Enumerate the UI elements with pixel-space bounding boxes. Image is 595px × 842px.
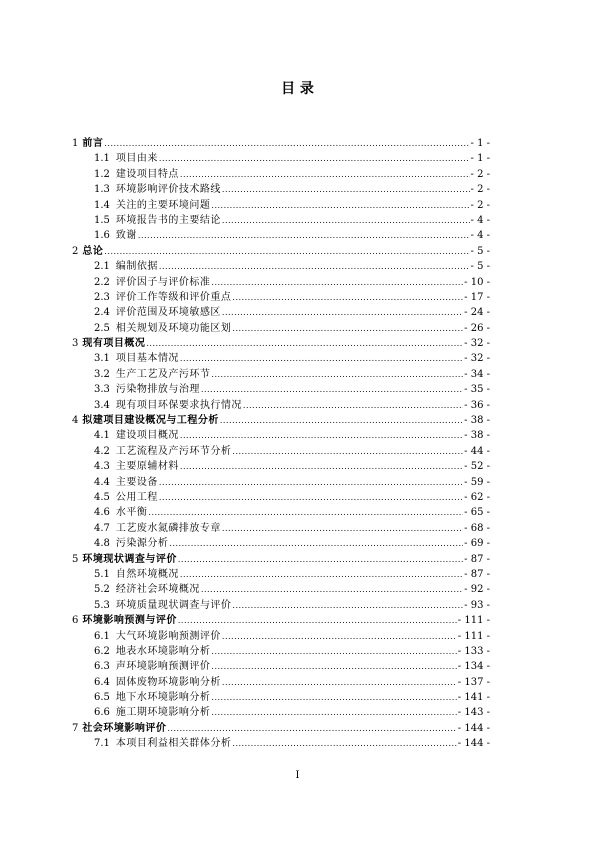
toc-entry-number: 2.1 <box>94 261 110 273</box>
table-of-contents <box>72 136 490 752</box>
toc-section-entry[interactable] <box>72 259 490 274</box>
toc-entry-title: 环境影响评价技术路线 <box>115 184 221 196</box>
toc-section-entry[interactable] <box>72 151 490 166</box>
toc-entry-page: - 137 - <box>457 676 490 688</box>
dot-leader <box>167 721 456 736</box>
dot-leader <box>138 228 470 243</box>
dot-leader <box>211 367 463 382</box>
toc-entry-page: - 44 - <box>464 445 490 457</box>
toc-section-entry[interactable] <box>72 675 490 690</box>
toc-section-entry[interactable] <box>72 690 490 705</box>
dot-leader <box>232 290 463 305</box>
toc-section-entry[interactable] <box>72 305 490 320</box>
toc-entry-number: 1.5 <box>94 214 110 226</box>
toc-entry-page: - 111 - <box>457 615 490 627</box>
toc-entry-title: 拟建项目建设概况与工程分析 <box>82 415 219 427</box>
toc-entry-title: 环境报告书的主要结论 <box>115 214 221 226</box>
toc-entry-number: 1.3 <box>94 184 110 196</box>
toc-entry-title: 建设项目概况 <box>115 430 179 442</box>
toc-entry-number: 4.4 <box>94 476 110 488</box>
dot-leader <box>211 659 456 674</box>
toc-entry-page: - 10 - <box>464 276 490 288</box>
dot-leader <box>222 182 470 197</box>
toc-entry-number: 6.1 <box>94 630 110 642</box>
toc-section-entry[interactable] <box>72 536 490 551</box>
toc-entry-title: 地表水环境影响分析 <box>115 645 211 657</box>
toc-entry-title: 社会环境影响评价 <box>82 722 167 734</box>
dot-leader <box>232 598 463 613</box>
toc-entry-page: - 59 - <box>464 476 490 488</box>
toc-entry-number: 2.2 <box>94 276 110 288</box>
toc-entry-page: - 1 - <box>470 153 490 165</box>
toc-entry-page: - 87 - <box>464 568 490 580</box>
toc-entry-number: 7.1 <box>94 738 110 750</box>
toc-entry-number: 6.3 <box>94 661 110 673</box>
toc-entry-page: - 144 - <box>457 722 490 734</box>
toc-entry-page: - 141 - <box>457 692 490 704</box>
dot-leader <box>211 275 463 290</box>
toc-entry-page: - 69 - <box>464 538 490 550</box>
toc-entry-title: 生产工艺及产污环节 <box>115 368 211 380</box>
dot-leader <box>180 428 463 443</box>
dot-leader <box>222 675 457 690</box>
toc-section-entry[interactable] <box>72 521 490 536</box>
toc-entry-title: 水平衡 <box>115 507 148 519</box>
toc-entry-page: - 38 - <box>464 415 490 427</box>
toc-entry-title: 经济社会环境概况 <box>115 584 200 596</box>
toc-entry-title: 环境质量现状调查与评价 <box>115 599 232 611</box>
toc-chapter-entry[interactable] <box>72 552 490 567</box>
dot-leader <box>180 567 463 582</box>
toc-entry-number: 1.4 <box>94 199 110 211</box>
dot-leader <box>180 351 463 366</box>
toc-entry-title: 现有项目概况 <box>82 338 146 350</box>
toc-section-entry[interactable] <box>72 459 490 474</box>
toc-entry-page: - 134 - <box>457 661 490 673</box>
toc-entry-number: 5.3 <box>94 599 110 611</box>
toc-entry-number: 2.4 <box>94 307 110 319</box>
dot-leader <box>148 505 463 520</box>
dot-leader <box>220 413 463 428</box>
toc-entry-page: - 87 - <box>464 553 490 565</box>
toc-entry-title: 致谢 <box>115 230 137 242</box>
toc-entry-number: 4.8 <box>94 538 110 550</box>
toc-entry-title: 评价因子与评价标准 <box>115 276 211 288</box>
dot-leader <box>243 398 463 413</box>
dot-leader <box>180 459 463 474</box>
toc-entry-title: 声环境影响预测评价 <box>115 661 211 673</box>
toc-entry-title: 项目基本情况 <box>115 353 179 365</box>
toc-entry-title: 相关规划及环境功能区划 <box>115 322 232 334</box>
toc-entry-number: 2 <box>72 245 79 257</box>
toc-section-entry[interactable] <box>72 367 490 382</box>
toc-entry-number: 4.1 <box>94 430 110 442</box>
dot-leader <box>178 613 457 628</box>
toc-entry-title: 公用工程 <box>115 491 158 503</box>
toc-entry-title: 工艺废水氮磷排放专章 <box>115 522 221 534</box>
toc-section-entry[interactable] <box>72 213 490 228</box>
toc-entry-number: 1.1 <box>94 153 110 165</box>
toc-entry-number: 4.6 <box>94 507 110 519</box>
toc-entry-page: - 4 - <box>470 230 490 242</box>
toc-entry-number: 5 <box>72 553 79 565</box>
toc-section-entry[interactable] <box>72 428 490 443</box>
toc-entry-number: 3.2 <box>94 368 110 380</box>
toc-chapter-entry[interactable] <box>72 413 490 428</box>
dot-leader <box>232 736 456 751</box>
toc-entry-title: 自然环境概况 <box>115 568 179 580</box>
toc-entry-page: - 93 - <box>464 599 490 611</box>
toc-entry-title: 项目由来 <box>115 153 158 165</box>
dot-leader <box>104 244 469 259</box>
toc-entry-title: 前言 <box>82 138 104 149</box>
dot-leader <box>232 444 463 459</box>
toc-entry-title: 环境现状调查与评价 <box>82 553 177 565</box>
toc-section-entry[interactable] <box>72 198 490 213</box>
dot-leader <box>222 521 463 536</box>
toc-section-entry[interactable] <box>72 351 490 366</box>
toc-entry-title: 主要原辅材料 <box>115 461 179 473</box>
toc-entry-page: - 2 - <box>470 184 490 196</box>
toc-entry-page: - 111 - <box>457 630 490 642</box>
dot-leader <box>104 136 469 151</box>
toc-entry-title: 固体废物环境影响分析 <box>115 676 221 688</box>
dot-leader <box>201 382 463 397</box>
toc-entry-title: 建设项目特点 <box>115 168 179 180</box>
toc-entry-title: 主要设备 <box>115 476 158 488</box>
toc-entry-page: - 5 - <box>470 261 490 273</box>
toc-entry-page: - 17 - <box>464 291 490 303</box>
dot-leader <box>222 629 457 644</box>
toc-entry-page: - 26 - <box>464 322 490 334</box>
toc-entry-number: 2.3 <box>94 291 110 303</box>
dot-leader <box>159 475 463 490</box>
toc-entry-number: 5.2 <box>94 584 110 596</box>
toc-entry-page: - 32 - <box>464 353 490 365</box>
toc-entry-title: 大气环境影响预测评价 <box>115 630 221 642</box>
toc-entry-number: 4 <box>72 415 79 427</box>
toc-entry-page: - 5 - <box>470 245 490 257</box>
toc-entry-page: - 144 - <box>457 738 490 750</box>
toc-section-entry[interactable] <box>72 736 490 751</box>
dot-leader <box>222 213 470 228</box>
toc-entry-page: - 2 - <box>470 199 490 211</box>
toc-section-entry[interactable] <box>72 475 490 490</box>
toc-entry-page: - 34 - <box>464 368 490 380</box>
toc-entry-title: 施工期环境影响分析 <box>115 707 211 719</box>
toc-section-entry[interactable] <box>72 598 490 613</box>
dot-leader <box>178 552 463 567</box>
toc-chapter-entry[interactable] <box>72 721 490 736</box>
toc-section-entry[interactable] <box>72 567 490 582</box>
toc-entry-number: 2.5 <box>94 322 110 334</box>
toc-entry-title: 本项目利益相关群体分析 <box>115 738 232 750</box>
toc-entry-title: 评价范围及环境敏感区 <box>115 307 221 319</box>
page-number: I <box>295 770 300 781</box>
toc-section-entry[interactable] <box>72 398 490 413</box>
toc-section-entry[interactable] <box>72 167 490 182</box>
toc-section-entry[interactable] <box>72 582 490 597</box>
toc-section-entry[interactable] <box>72 659 490 674</box>
toc-entry-page: - 1 - <box>470 138 490 149</box>
toc-entry-title: 环境影响预测与评价 <box>82 615 177 627</box>
toc-entry-page: - 38 - <box>464 430 490 442</box>
toc-entry-page: - 24 - <box>464 307 490 319</box>
toc-entry-title: 评价工作等级和评价重点 <box>115 291 232 303</box>
toc-entry-title: 地下水环境影响分析 <box>115 692 211 704</box>
toc-entry-page: - 143 - <box>457 707 490 719</box>
toc-chapter-entry[interactable] <box>72 336 490 351</box>
toc-entry-page: - 52 - <box>464 461 490 473</box>
toc-chapter-entry[interactable] <box>72 613 490 628</box>
dot-leader <box>146 336 463 351</box>
toc-entry-page: - 92 - <box>464 584 490 596</box>
toc-entry-page: - 4 - <box>470 214 490 226</box>
toc-entry-number: 7 <box>72 722 79 734</box>
dot-leader <box>201 582 463 597</box>
toc-section-entry[interactable] <box>72 275 490 290</box>
toc-entry-number: 6.2 <box>94 645 110 657</box>
dot-leader <box>159 259 470 274</box>
toc-entry-title: 编制依据 <box>115 261 158 273</box>
dot-leader <box>211 705 456 720</box>
toc-entry-page: - 68 - <box>464 522 490 534</box>
toc-entry-number: 1.2 <box>94 168 110 180</box>
toc-entry-number: 6.5 <box>94 692 110 704</box>
toc-section-entry[interactable] <box>72 382 490 397</box>
toc-section-entry[interactable] <box>72 182 490 197</box>
toc-entry-page: - 36 - <box>464 399 490 411</box>
toc-entry-number: 4.3 <box>94 461 110 473</box>
toc-section-entry[interactable] <box>72 228 490 243</box>
toc-entry-number: 6 <box>72 615 79 627</box>
toc-entry-number: 4.2 <box>94 445 110 457</box>
dot-leader <box>211 198 469 213</box>
toc-chapter-entry[interactable] <box>72 244 490 259</box>
toc-chapter-entry[interactable] <box>72 136 490 151</box>
toc-section-entry[interactable] <box>72 505 490 520</box>
toc-entry-title: 污染源分析 <box>115 538 169 550</box>
dot-leader <box>232 321 463 336</box>
toc-entry-title: 污染物排放与治理 <box>115 384 200 396</box>
toc-entry-number: 4.5 <box>94 491 110 503</box>
toc-entry-page: - 62 - <box>464 491 490 503</box>
dot-leader <box>159 490 463 505</box>
toc-entry-page: - 32 - <box>464 338 490 350</box>
toc-entry-title: 总论 <box>82 245 104 257</box>
dot-leader <box>180 167 470 182</box>
dot-leader <box>211 690 456 705</box>
toc-section-entry[interactable] <box>72 290 490 305</box>
toc-entry-title: 现有项目环保要求执行情况 <box>115 399 242 411</box>
toc-entry-number: 3 <box>72 338 79 350</box>
toc-entry-number: 3.1 <box>94 353 110 365</box>
toc-entry-number: 6.6 <box>94 707 110 719</box>
toc-entry-number: 3.3 <box>94 384 110 396</box>
toc-entry-number: 3.4 <box>94 399 110 411</box>
toc-entry-number: 4.7 <box>94 522 110 534</box>
toc-section-entry[interactable] <box>72 644 490 659</box>
page-title: 目 录 <box>281 81 314 97</box>
toc-entry-page: - 65 - <box>464 507 490 519</box>
toc-section-entry[interactable] <box>72 444 490 459</box>
toc-entry-number: 1 <box>72 138 79 149</box>
toc-entry-number: 5.1 <box>94 568 110 580</box>
toc-entry-page: - 2 - <box>470 168 490 180</box>
toc-section-entry[interactable] <box>72 490 490 505</box>
toc-entry-page: - 133 - <box>457 645 490 657</box>
dot-leader <box>222 305 463 320</box>
toc-entry-number: 1.6 <box>94 230 110 242</box>
toc-entry-number: 6.4 <box>94 676 110 688</box>
toc-section-entry[interactable] <box>72 321 490 336</box>
toc-entry-title: 工艺流程及产污环节分析 <box>115 445 232 457</box>
toc-entry-title: 关注的主要环境问题 <box>115 199 211 211</box>
toc-entry-page: - 35 - <box>464 384 490 396</box>
toc-section-entry[interactable] <box>72 705 490 720</box>
dot-leader <box>211 644 456 659</box>
toc-section-entry[interactable] <box>72 629 490 644</box>
dot-leader <box>169 536 463 551</box>
dot-leader <box>159 151 470 166</box>
